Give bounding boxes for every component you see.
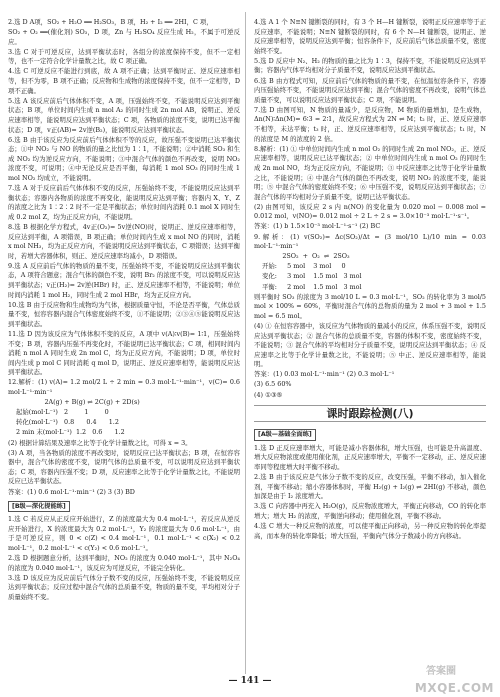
answer-paragraph: 8.选 B 根据化学方程式，4v正(O₂)= 5v逆(NO)时，说明正、逆反应速率相等，反应达到平衡，A 项错误，B 项正确；单位时间内生成 x mol NO 的同时，消耗 x mol NH₃，均为正反应方向，不能说明反应达到平衡状态，C 项错误；达到平衡时，若增大容器体积，则正、逆反应速率均减小，D 项错误。 <box>8 222 240 260</box>
equation-line: 2 min 末(mol·L⁻¹) 1.2 0.6 1.2 <box>16 428 125 437</box>
answer-paragraph: 9.解析：(1) v(SO₂)= Δc(SO₂)/Δt = (3 mol/10 L)/10 min = 0.03 mol·L⁻¹·min⁻¹ <box>254 232 486 251</box>
answer-paragraph: 8.解析：(1) ① 中单位时间内生成 n mol O₂ 的同时生成 2n mol NO₂，正、逆反应速率相等，说明反应已达平衡状态；② 中单位时间内生成 n mol O₂ 的同时生成 2n mol NO，均为正反应方向，不能说明；③ 中反应速率之比等于化学计量数之比，不能说明；④ 中混合气体的颜色不再改变，说明 NO₂ 的浓度不变，能说明；⑤ 中混合气体的密度始终不变；⑥ 中压强不变，说明反应达到平衡状态；⑦ 混合气体的平均相对分子质量不变，说明已达平衡状态。 <box>254 144 486 201</box>
answer-paragraph: 6.选 B 由方程式可知，反应前后气体的物质的量不变，在恒温恒容条件下，容器内压强始终不变，不能说明反应达到平衡；混合气体的密度不再改变，说明气体总质量不变，可以说明反应达到平衡状态；C 项，不能说明。 <box>254 76 486 104</box>
answer-paragraph: 答案：(1) 0.03 mol·L⁻¹·min⁻¹ (2) 0.3 mol·L⁻¹ <box>254 370 395 379</box>
answer-paragraph: 答案：(1) 0.6 mol·L⁻¹·min⁻¹ (2) 3 (3) BD <box>8 487 135 496</box>
answer-paragraph: 10.选 B 由于反应物和生成物均为气体，根据质量守恒，不论是否平衡，气体总质量不变，恒容容器内混合气体密度始终不变，①不能说明；②③④⑤能说明反应达到平衡状态。 <box>8 300 240 328</box>
answer-paragraph: 2.选 B 由于该反应是气体分子数不变的反应，改变压强，平衡不移动，加入催化剂，平衡不移动；缩小容器体积时，平衡 H₂(g) + I₂(g) ⇌ 2HI(g) 不移动，颜色加深是由于 I₂ 浓度增大。 <box>254 473 486 501</box>
answer-paragraph: 4.选 A 1 个 N≡N 键断裂的同时，有 3 个 H—H 键断裂，说明正反应速率等于正反应速率，不能说明；N≡N 键断裂的同时，有 6 个 N—H 键断裂，说明正、逆反应速率相等，说明反应达到平衡；恒容条件下，反应前后气体总质量不变，密度始终不变。 <box>254 18 486 55</box>
answer-paragraph: 1.选 C 若反应从正反应开始进行，Z 的浓度最大为 0.4 mol·L⁻¹，若反应从逆反应开始进行，X 的浓度最大为 0.2 mol·L⁻¹，Y₂ 的浓度最大为 0.6 mol·L⁻¹，由于是可逆反应，则 0 < c(Z) < 0.4 mol·L⁻¹，0.1 mol·L⁻¹ < c(X₂) < 0.2 mol·L⁻¹，0.2 mol·L⁻¹ < c(Y₂) < 0.6 mol·L⁻¹。 <box>8 515 240 552</box>
equation-line: 起始(mol·L⁻¹) 2 1 0 <box>16 408 109 417</box>
equation-line: 开始: 5 mol 3 mol 0 <box>262 262 346 271</box>
answer-paragraph: 12.解析：(1) v(A)= 1.2 mol/2 L ÷ 2 min = 0.3 mol·L⁻¹·min⁻¹，v(C)= 0.6 mol·L⁻¹·min⁻¹ <box>8 378 240 397</box>
section-title: 课时跟踪检测(八) <box>254 405 486 422</box>
equation-line: 转化(mol·L⁻¹) 0.8 0.4 1.2 <box>16 418 119 427</box>
answer-paragraph: (2) 由图可知，该反应 2 s 内 n(NO) 的变化量为 0.020 mol − 0.008 mol = 0.012 mol，v(NO)= 0.012 mol ÷ 2 L ÷ 2 s = 3.0×10⁻³ mol·L⁻¹·s⁻¹。 <box>254 202 486 221</box>
answer-paragraph: 3.选 C 向容器中再充入 H₂O(g)，反应物浓度增大，平衡正向移动，CO 的转化率增大；增大 H₂ 的浓度，平衡逆向移动；使用催化剂，平衡不移动。 <box>254 502 486 520</box>
answer-paragraph: 1.选 D 正反应速率增大，可能是减小容器体积，增大压强，也可能是升高温度、增大反应物浓度或使用催化剂，正反应速率增大，平衡不一定移动，正、逆反应速率同等程度增大时平衡不移动。 <box>254 443 486 471</box>
answer-paragraph: 6.选 B 由于该反应为反应前后气体体积不等的反应，故压强不变说明已达平衡状态；①中 NO₂ 与 NO 的物质的量之比恒为 1∶1，不能说明；②中消耗 SO₃ 和生成 NO₂ 均为逆反应方向，不能说明；③中混合气体的颜色不再改变，说明 NO₂ 浓度不变，可说明；④中无论反应是否平衡，每消耗 1 mol SO₃ 的同时生成 1 mol NO₂ 均成立，不能说明。 <box>8 135 240 182</box>
answer-paragraph: 5.选 A 该反应前后气体体积不变，A 项，压强始终不变，不能说明反应达到平衡状态；B 项，单位时间内生成 n mol A₂ 的同时生成 2n mol AB，说明正、逆反应速率相等，能说明反应达到平衡状态；C 项，各物质的浓度不变，说明已达平衡状态；D 项，v正(AB)= 2v逆(B₂)，能说明反应达到平衡状态。 <box>8 96 240 134</box>
equation-line: 2A(g) + B(g) ⇌ 2C(g) + 2D(s) <box>16 398 140 407</box>
answer-paragraph: 7.选 D 由图可知，N 物质的量减少，是反应物，M 物质的量增加，是生成物，Δn(N)∶Δn(M)= 6∶3 = 2∶1，故反应方程式为 2N ⇌ M；t₂ 时，正、逆反应速率不相等，未达平衡；t₃ 时，正、逆反应速率相等，反应达到平衡状态；t₁ 时，N 的浓度是 M 的浓度的 2 倍。 <box>254 105 486 143</box>
answer-paragraph: 4.选 C 增大一种反应物的浓度，可以使平衡正向移动，另一种反应物的转化率提高，而本身的转化率降低；增大压强，平衡向气体分子数减小的方向移动。 <box>254 522 486 540</box>
answer-paragraph: 5.选 D 反应中 N₂、H₂ 的物质的量之比为 1∶3，保持不变，不能说明反应达到平衡；容器内气体平均相对分子质量不变，说明反应达到平衡状态。 <box>254 56 486 75</box>
answer-paragraph: 2.选 D A项，SO₂ + H₂O ══ H₂SO₃，B 项，H₂ + I₂ ══ 2HI，C 项， <box>8 18 213 26</box>
answer-paragraph: 9.选 A 反应前后气体的物质的量不变，压强始终不变，不能说明反应达到平衡状态，A 项符合题意；混合气体的颜色不变，说明 Br₂ 的浓度不变，可以说明反应达到平衡状态；v正(H₂)= 2v逆(HBr) 时，正、逆反应速率不相等，不能说明；单位时间内消耗 1 mol H₂，同时生成 2 mol HBr，均为正反应方向。 <box>8 261 240 299</box>
answer-paragraph: 3.选 D 该反应为反应前后气体分子数不变的反应，压强始终不变，不能说明反应达到平衡状态；反应过程中混合气体的总质量不变，物质的量不变，平均相对分子质量始终不变。 <box>8 573 240 601</box>
answer-paragraph: 4.选 C 可逆反应不能进行到底，故 A 项不正确；达到平衡时正、逆反应速率相等，但不为零，B 项不正确；反应物和生成物的浓度保持不变，但不一定相等，D 项不正确。 <box>8 67 240 95</box>
answer-paragraph: (3) 6.5 60% <box>254 380 292 389</box>
section-label: [B级—深化提能练] <box>8 501 70 513</box>
answer-paragraph: SO₂ + O₂ ══(催化剂) SO₃，D 项，Zn 与 H₂SO₄ 反应生成 H₂，不属于可逆反应。 <box>8 28 240 46</box>
equation-line: 平衡: 2 mol 1.5 mol 3 mol <box>262 282 362 291</box>
answer-paragraph: (2) 根据计算结果及速率之比等于化学计量数之比，可得 x = 3。 <box>8 438 192 447</box>
answer-paragraph: (3) A 项，当各物质的浓度不再改变时，说明反应已达平衡状态；B 项，在恒容容器中，混合气体的密度不变，说明气体的总质量不变，可以说明反应达到平衡状态；C 项，容器内压强不变；D 项，反应速率之比等于化学计量数之比，不能说明反应已达平衡状态。 <box>8 448 240 486</box>
answer-paragraph: 则平衡时 SO₃ 的浓度为 3 mol/10 L = 0.3 mol·L⁻¹，SO₂ 的转化率为 3 mol/5 mol × 100% = 60%，平衡时混合气体的总物质的量为 2 mol + 3 mol + 1.5 mol = 6.5 mol。 <box>254 292 486 320</box>
answer-paragraph: (4) ① 在恒容容器中，该反应为气体物质的量减小的反应，体系压强不变，说明反应达到平衡状态；② 混合气体的总质量不变，容器的体积不变，密度始终不变，不能说明；③ 混合气体的平均相对分子质量不变，说明反应达到平衡状态；④ 反应速率之比等于化学计量数之比，不能说明；⑤ 中正、逆反应速率相等，能说明。 <box>254 321 486 369</box>
answer-paragraph: 11.选 D 因为该反应为气体体积不变的反应，A 项中 v(A)∶v(B)= 1∶1，压强始终不变；B 项，容器内压强不再变化时，不能说明已达平衡状态；C 项，相同时间内消耗 n mol A 同时生成 2n mol C，均为正反应方向，不能说明；D 项，单位时间内生成 p mol C 同时消耗 q mol D，说明正、逆反应速率相等，能说明反应达到平衡状态。 <box>8 330 240 377</box>
section-label: [A级—基础全面练] <box>254 429 316 441</box>
column-divider <box>245 12 246 674</box>
right-column <box>254 18 486 542</box>
answer-paragraph: 答案：(1) b 1.5×10⁻³ mol·L⁻¹·s⁻¹ (2) BC <box>254 222 381 231</box>
left-column <box>8 18 240 603</box>
watermark-sub: 答案圈 <box>426 666 456 678</box>
answer-paragraph: 2.选 D 根据题意分析，达到平衡时，NO₂ 的浓度为 0.040 mol·L⁻¹，其中 N₂O₄ 的浓度为 0.040 mol·L⁻¹，该反应为可逆反应，不能完全转化。 <box>8 554 240 572</box>
equation-line: 2SO₂ + O₂ ⇌ 2SO₃ <box>262 252 350 261</box>
answer-paragraph: 7.选 A 对于反应前后气体体积不变的反应，压强始终不变，不能说明反应达到平衡状态；容器内各物质的浓度不再变化，能说明反应达到平衡；容器内 X、Y、Z 的浓度之比为 1∶2∶2 时不一定是平衡状态；单位时间内消耗 0.1 mol X 同时生成 0.2 mol Z，均为正反应方向，不能说明。 <box>8 184 240 221</box>
equation-line: 变化: 3 mol 1.5 mol 3 mol <box>262 272 362 281</box>
page-number: — 141 — <box>228 676 272 686</box>
answer-paragraph: (4) ①③⑤ <box>254 390 283 399</box>
answer-paragraph: 3.选 C 对于可逆反应，达到平衡状态时，各组分的浓度保持不变，但不一定相等，也不一定符合化学计量数之比，故 C 项正确。 <box>8 47 240 66</box>
watermark-logo: MXQE.COM <box>414 681 494 696</box>
